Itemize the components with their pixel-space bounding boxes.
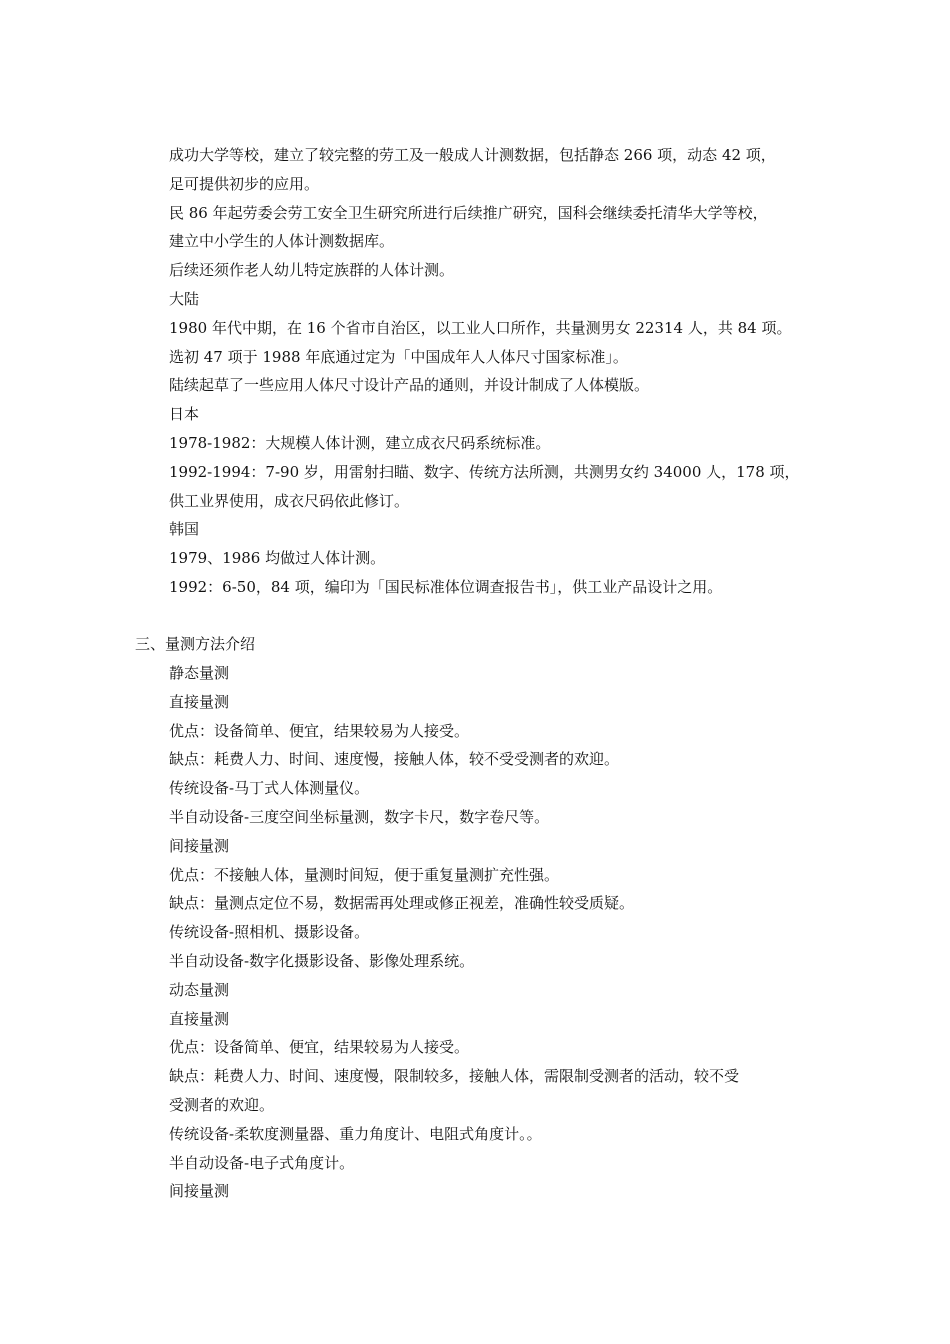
text-line: 半自动设备-数字化摄影设备、影像处理系统。	[169, 951, 475, 970]
subsection-heading: 间接量测	[169, 1182, 230, 1201]
intro-text-block	[169, 141, 834, 602]
text-line: 后续还须作老人幼儿特定族群的人体计测。	[169, 261, 455, 280]
subsection-heading: 间接量测	[169, 836, 230, 855]
region-heading: 日本	[169, 405, 200, 424]
text-line: 优点：不接触人体，量测时间短，便于重复量测扩充性强。	[169, 865, 560, 884]
subsection-heading: 静态量测	[169, 664, 230, 682]
text-line: 1992：6-50，84 项，编印为「国民标准体位调查报告书」，供工业产品设计之用。	[169, 577, 723, 596]
subsection-heading: 动态量测	[169, 980, 230, 999]
subsection-heading: 直接量测	[169, 1009, 230, 1028]
text-line: 1978-1982：大规模人体计测，建立成衣尺码系统标准。	[169, 433, 551, 452]
text-line: 缺点：量测点定位不易，数据需再处理或修正视差，准确性较受质疑。	[169, 894, 635, 913]
text-line: 优点：设备简单、便宜，结果较易为人接受。	[169, 721, 470, 740]
text-line: 半自动设备-电子式角度计。	[169, 1153, 355, 1172]
subsection-heading: 直接量测	[169, 692, 230, 711]
text-line: 陆续起草了一些应用人体尺寸设计产品的通则，并设计制成了人体模版。	[169, 376, 650, 395]
text-line: 1992-1994：7-90 岁，用雷射扫瞄、数字、传统方法所测，共测男女约 34000 人，178 项，	[169, 462, 800, 481]
text-line: 民 86 年起劳委会劳工安全卫生研究所进行后续推广研究，国科会继续委托清华大学等校，	[169, 203, 768, 222]
text-line: 供工业界使用，成衣尺码依此修订。	[169, 491, 410, 510]
section-heading: 三、量测方法介绍	[135, 635, 256, 653]
region-heading: 大陆	[169, 289, 200, 308]
text-line: 1979、1986 均做过人体计测。	[169, 549, 386, 568]
text-line: 传统设备-马丁式人体测量仪。	[169, 779, 370, 798]
text-line: 受测者的欢迎。	[169, 1095, 275, 1114]
text-line: 传统设备-柔软度测量器、重力角度计、电阻式角度计。。	[169, 1124, 542, 1143]
text-line: 1980 年代中期，在 16 个省市自治区，以工业人口所作，共量测男女 22314 人，共 84 项。	[169, 318, 792, 337]
text-line: 优点：设备简单、便宜，结果较易为人接受。	[169, 1038, 470, 1057]
text-line: 选初 47 项于 1988 年底通过定为「中国成年人人体尺寸国家标准」。	[169, 347, 628, 366]
methods-text-block	[169, 659, 834, 1206]
region-heading: 韩国	[169, 520, 200, 539]
text-line: 传统设备-照相机、摄影设备。	[169, 923, 370, 942]
text-line: 缺点：耗费人力、时间、速度慢，接触人体，较不受受测者的欢迎。	[169, 750, 620, 769]
text-line: 建立中小学生的人体计测数据库。	[169, 232, 395, 251]
text-line: 成功大学等校，建立了较完整的劳工及一般成人计测数据，包括静态 266 项，动态 42 项，	[169, 146, 776, 164]
text-line: 半自动设备-三度空间坐标量测，数字卡尺，数字卷尺等。	[169, 807, 550, 826]
text-line: 足可提供初步的应用。	[169, 174, 320, 193]
text-line: 缺点：耗费人力、时间、速度慢，限制较多，接触人体，需限制受测者的活动，较不受	[169, 1067, 740, 1086]
